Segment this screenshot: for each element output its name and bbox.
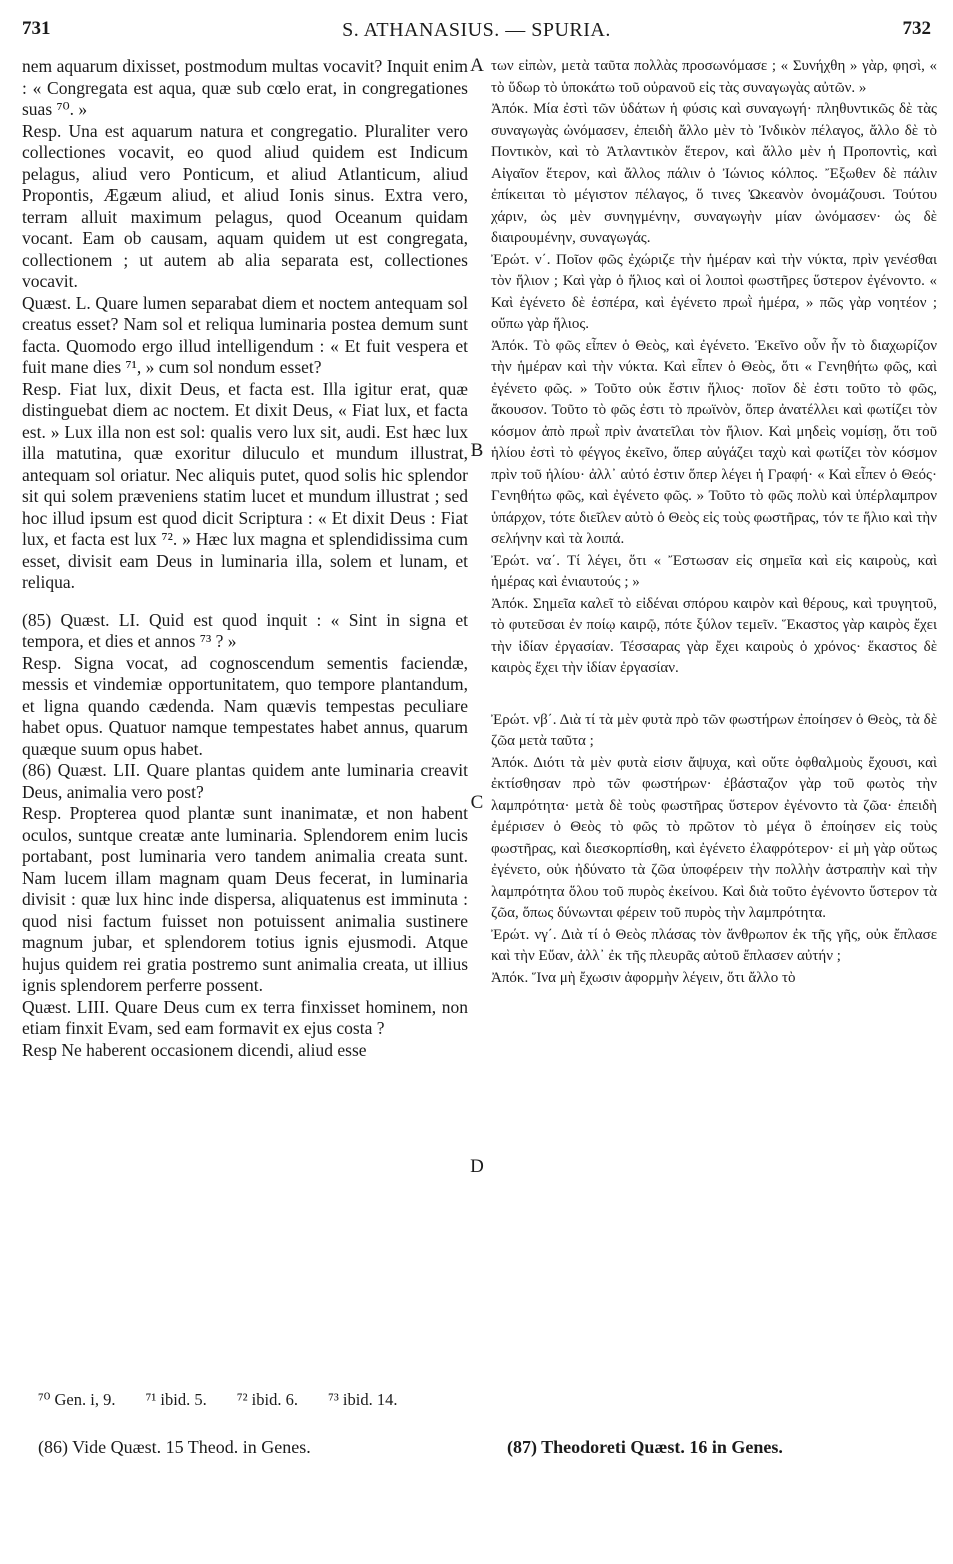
editor-note-right: (87) Theodoreti Quæst. 16 in Genes. xyxy=(507,1437,783,1457)
latin-paragraph: Resp. Signa vocat, ad cognoscendum sementis faciendæ, messis et vindemiæ opportunitatem, quo tempore plantandum, et ligna quando cædenda. Nam quævis tempestas peculiare habet opus. Quatuor namque tempestates habet annus, quarum quæque suum opus habet. xyxy=(22,652,468,759)
greek-paragraph: Ἀπόκ. Τὸ φῶς εἶπεν ὁ Θεὸς, καὶ ἐγένετο. Ἐκεῖνο οὖν ἦν τὸ διαχωρίζον τὴν ἡμέραν καὶ τὴν νύκτα. Καὶ εἶπεν ὁ Θεὸς, ὅτι « Γενηθήτω φῶς, καὶ ἐγένετο φῶς. » Τοῦτο οὐκ ἔστιν ἥλιος· ποῖον δὲ ἐστι τοῦτο τὸ φῶς, ἄκουσον. Τοῦτο τὸ φῶς ἐστι τὸ πρωϊνὸν, ὅπερ ἀνατέλλει καὶ φωτίζει τὸν κόσμον ἀπὸ πρωῒ πρὶν ἀνατεῖλαι τὸν ἥλιον. Καὶ μηδεὶς νομίσῃ, ὅτι τοῦ ἡλίου ἐστὶ τὸ φέγγος ἐκεῖνο, ὅπερ αὐγάζει ταχὺ καὶ φωτίζει τὸν κόσμον πρὶν τοῦ ἡλίου· ἀλλ᾿ αὐτό ἐστιν ὅπερ λέγει ἡ Γραφή· « Καὶ εἶπεν ὁ Θεός· Γενηθήτω φῶς, καὶ ἐγένετο φῶς. » Τοῦτο τὸ φῶς πολὺ καὶ ὑπέρλαμπρον ὑπάρχον, τότε διεῖλεν αὐτὸ ὁ Θεὸς εἰς τοὺς φωστῆρας, τόν τε ἥλιο καὶ τὴν σελήνην καὶ τὰ λοιπά. xyxy=(491,337,937,547)
greek-column xyxy=(491,56,937,1371)
greek-paragraph: Ἐρώτ. να΄. Τί λέγει, ὅτι « Ἔστωσαν εἰς σημεῖα καὶ εἰς καιροὺς, καὶ ἡμέρας καὶ ἐνιαυτούς ; » xyxy=(491,552,937,590)
latin-column xyxy=(22,56,468,1371)
greek-paragraph: Ἀπόκ. Σημεῖα καλεῖ τὸ εἰδέναι σπόρου καιρὸν καὶ θέρους, καὶ τρυγητοῦ, τὸ φυτεῦσαι ἐν ποίῳ καιρῷ, πότε ξύλον τεμεῖν. Ἕκαστος γὰρ καιρὸς ἔχει τὴν ἰδίαν ἐργασίαν. Τέσσαρας γὰρ ἔχει καιροὺς ὁ χρόνος· ἕκαστος δὲ καιρὸς ἔχει τὴν ἰδίαν ἐργασίαν. xyxy=(491,595,937,676)
latin-paragraph: Resp. Fiat lux, dixit Deus, et facta est. Illa igitur erat, quæ distinguebat diem ac noctem. Et dixit Deus, « Fiat lux, et facta est. » Lux illa non est sol: qualis vero lux sit, audi. Est hæc lux illa matutina, quæ exoritur diluculo et mundum illustrat, antequam sol oriatur. Nec aliquis putet, quod solis hic splendor sit qui solem præveniens statim lucet et mundum illustrat ; sed hoc illud ipsum est quod dicit Scriptura : « Et dixit Deus : Fiat lux, et facta est lux ⁷². » Hæc lux magna et splendidissima cum esset, divisit eam Deus in luminaria illa, solem et lunam, et reliqua. xyxy=(22,378,468,592)
footnote: ⁷¹ ibid. 5. xyxy=(145,1390,207,1409)
greek-paragraph: Ἀπόκ. Διότι τὰ μὲν φυτὰ εἰσιν ἄψυχα, καὶ οὔτε ὀφθαλμοὺς ἔχουσι, καὶ ἐκτίσθησαν πρὸ τῶν φωστήρων· ἐβάσταζον γὰρ τοῦ φωτὸς τὴν λαμπρότητα· μετὰ δὲ τοὺς φωστῆρας ὕστερον ἐγένοντο τὰ ζῶα· ἐπειδὴ ἐμέρισεν ὁ Θεὸς τὸ φῶς τὸ πρῶτον τὸ μέγα ὃ ἐποίησεν εἰς τοὺς φωστῆρας, καὶ διεσκορπίσθη, καὶ ἐγένετο ἐλαφρότερον· εἰ μὴ γὰρ οὕτως ἐγένετο, οὐκ ἠδύνατο τὰ ζῶα ὑποφέρειν τὴν πολλὴν ἀστραπὴν καὶ τὴν λαμπρότητα ὅλου τοῦ πυρὸς ἐκείνου. Καὶ διὰ τοῦτο ἐγένοντο ὕστερον τὰ ζῶα, ὅπως δύνωνται φέρειν τοῦ πυρὸς τὴν λαμπρότητα. xyxy=(491,754,937,921)
latin-paragraph: (85) Quæst. LI. Quid est quod inquit : « Sint in signa et tempora, et dies et annos ⁷³ ? » xyxy=(22,609,468,651)
margin-marker-a: A xyxy=(470,55,484,76)
footnote: ⁷⁰ Gen. i, 9. xyxy=(38,1390,116,1409)
greek-paragraph: των εἰπὼν, μετὰ ταῦτα πολλὰς προσωνόμασε ; « Συνήχθη » γὰρ, φησὶ, « τὸ ὕδωρ τὸ ὑποκάτω τοῦ οὐρανοῦ εἰς τὰς συναγωγὰς αὐτῶν. » xyxy=(491,58,937,96)
greek-paragraph: Ἐρώτ. νγ΄. Διὰ τί ὁ Θεὸς πλάσας τὸν ἄνθρωπον ἐκ τῆς γῆς, οὐκ ἔπλασε καὶ τὴν Εὔαν, ἀλλ᾿ ἐκ τῆς πλευρᾶς αὐτοῦ ἔπλασεν αὐτήν ; xyxy=(491,926,937,964)
footnote: ⁷³ ibid. 14. xyxy=(328,1390,398,1409)
latin-paragraph: Resp. Una est aquarum natura et congregatio. Pluraliter vero collectiones vocavit, eo quod aliud quidem est Indicum pelagus, aliud vero Ponticum, et aliud Atlanticum, aliud Propontis, Ægæum aliud, et aliud Ionis sinus. Extra vero, terram alluit maximum pelagus, quod Oceanum quidam vocant. Eam ob causam, aquam quidem ut est congregata, collectionem ; ut autem ab alia separata est, collectiones vocavit. xyxy=(22,120,468,291)
greek-paragraph: Ἐρώτ. ν΄. Ποῖον φῶς ἐχώριζε τὴν ἡμέραν καὶ τὴν νύκτα, πρὶν γενέσθαι τὸν ἥλιον ; Καὶ γὰρ ὁ ἥλιος καὶ οἱ λοιποὶ φωστῆρες ὕστερον ἐγένοντο. « Καὶ ἐγένετο δὲ ἑσπέρα, καὶ ἐγένετο πρωῒ ἡμέρα, » πῶς γὰρ νοητέον ; οὔπω γὰρ ἥλιος. xyxy=(491,251,937,332)
left-column-number: 731 xyxy=(22,18,51,39)
latin-paragraph: Quæst. L. Quare lumen separabat diem et noctem antequam sol creatus esset? Nam sol et reliqua luminaria postea demum sunt facta. Quomodo ergo illud intelligendum : « Et fuit vespera et fuit mane dies ⁷¹, » cum sol nondum esset? xyxy=(22,292,468,377)
greek-paragraph: Ἐρώτ. νβ΄. Διὰ τί τὰ μὲν φυτὰ πρὸ τῶν φωστήρων ἐποίησεν ὁ Θεὸς, τὰ δὲ ζῶα μετὰ ταῦτα ; xyxy=(491,711,937,749)
margin-marker-b: B xyxy=(470,440,484,461)
latin-paragraph: Resp Ne haberent occasionem dicendi, aliud esse xyxy=(22,1039,367,1060)
running-header xyxy=(0,16,953,46)
footnote: ⁷² ibid. 6. xyxy=(236,1390,298,1409)
scripture-footnotes xyxy=(38,1390,478,1410)
greek-paragraph: Ἀπόκ. Μία ἐστὶ τῶν ὑδάτων ἡ φύσις καὶ συναγωγή· πληθυντικῶς δὲ τὰς συναγωγὰς ὠνόμασεν, ἐπειδὴ ἄλλο μὲν τὸ Ἰνδικὸν πέλαγος, ἄλλο δὲ τὸ Ποντικὸν, καὶ τὸ Ἀτλαντικὸν ἕτερον, καὶ ἄλλο μὲν ἡ Προποντὶς, καὶ Αἰγαῖον ἕτερον, καὶ ἄλλος πάλιν ὁ Ἰώνιος κόλπος. Ἔξωθεν δὲ πάλιν ἐπίκειται τὸ μέγιστον πέλαγος, ὅ τινες Ὠκεανὸν ὀνομάζουσι. Τούτου χάριν, ὡς μὲν συνηγμένην, συναγωγὴν μίαν ὠνόμασεν· ὡς δὲ διαιρουμένην, συναγωγάς. xyxy=(491,101,937,246)
latin-paragraph: Quæst. LIII. Quare Deus cum ex terra finxisset hominem, non etiam finxit Evam, sed eam formavit ex ejus costa ? xyxy=(22,996,468,1038)
margin-marker-c: C xyxy=(470,792,484,813)
editor-note-left: (86) Vide Quæst. 15 Theod. in Genes. xyxy=(38,1437,311,1457)
right-column-number: 732 xyxy=(902,18,931,39)
greek-paragraph: Ἀπόκ. Ἵνα μὴ ἔχωσιν ἀφορμὴν λέγειν, ὅτι ἄλλο τὸ xyxy=(491,969,796,986)
running-title: S. ATHANASIUS. — SPURIA. xyxy=(342,19,611,41)
latin-paragraph: nem aquarum dixisset, postmodum multas vocavit? Inquit enim : « Congregata est aqua, quæ sub cœlo erat, in congregationes suas ⁷⁰. » xyxy=(22,56,468,119)
latin-paragraph: (86) Quæst. LII. Quare plantas quidem ante luminaria creavit Deus, animalia vero post? xyxy=(22,760,468,802)
latin-paragraph: Resp. Propterea quod plantæ sunt inanimatæ, et non habent oculos, suntque creatæ ante luminaria. Splendorem enim lucis portabant, post luminaria vero tandem animalia creata sunt. Nam lucem illam magnam quam Deus fecerat, in luminaria divisit : quæ lux hinc inde dispersa, aliquatenus est imminuta : quod nisi factum fuisset non potuissent animalia sustinere magnum jubar, et splendorem totius ignis ejusmodi. Atque hujus quidem rei gratia postremo sunt animalia creata, ut illius ignis splendorem perferre possent. xyxy=(22,803,468,995)
margin-marker-d: D xyxy=(470,1156,484,1177)
